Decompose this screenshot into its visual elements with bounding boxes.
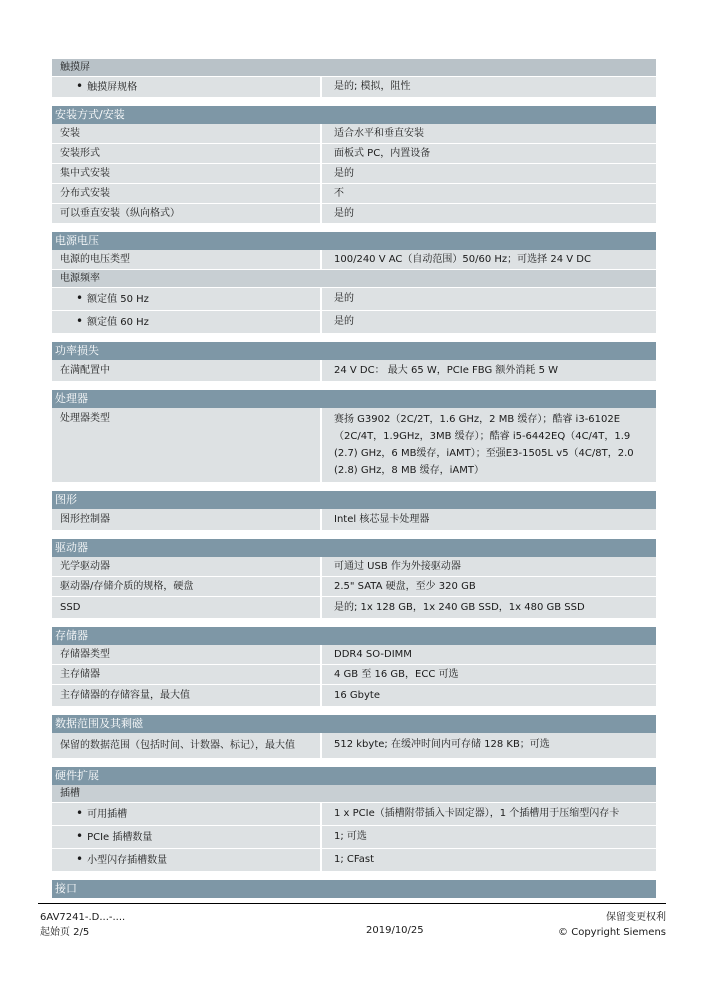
spec-row: [52, 184, 656, 204]
spec-value: 1; CFast: [320, 849, 656, 871]
spec-label: • 可用插槽: [52, 803, 320, 825]
section-header-power-loss: 功率损失: [52, 342, 656, 360]
spec-label: • 额定值 60 Hz: [52, 311, 320, 333]
spec-label: 处理器类型: [60, 413, 110, 424]
section-header-processor: 处理器: [52, 390, 656, 408]
spec-label: 图形控制器: [60, 514, 110, 525]
section-header-memory: 存储器: [52, 627, 656, 645]
footer-date: 2019/10/25: [366, 925, 424, 936]
page-footer: [38, 903, 666, 938]
spec-row: [52, 311, 656, 334]
spec-sheet: [52, 59, 656, 898]
spec-row: [52, 408, 656, 483]
spec-value: 1; 可选: [320, 826, 656, 848]
spec-row: [52, 826, 656, 849]
spec-value: 适合水平和垂直安装: [320, 124, 656, 143]
spec-value: 是的: [320, 164, 656, 183]
spec-label: 安装: [60, 128, 80, 139]
footer-right: [558, 910, 666, 940]
spec-value: 是的: [320, 288, 656, 310]
spec-label: 光学驱动器: [60, 561, 110, 572]
spec-label: • PCIe 插槽数量: [52, 826, 320, 848]
section-header-graphics: 图形: [52, 491, 656, 509]
spec-row: [52, 250, 656, 270]
rights-notice: 保留变更权利: [606, 912, 666, 923]
spec-value: 24 V DC： 最大 65 W，PCIe FBG 额外消耗 5 W: [320, 360, 656, 381]
spec-row: [52, 733, 656, 759]
footer-left: [40, 910, 125, 940]
spec-row: [52, 77, 656, 98]
copyright-notice: © Copyright Siemens: [558, 927, 666, 938]
spec-value: 是的; 1x 128 GB，1x 240 GB SSD，1x 480 GB SSD: [320, 597, 656, 618]
spec-label: • 小型闪存插槽数量: [52, 849, 320, 871]
spec-label: 安装形式: [60, 148, 100, 159]
spec-value: DDR4 SO-DIMM: [320, 645, 656, 664]
spec-label: 分布式安装: [60, 188, 110, 199]
spec-row: [52, 685, 656, 707]
spec-row: [52, 204, 656, 224]
spec-label: 集中式安装: [60, 168, 110, 179]
spec-row: [52, 577, 656, 597]
spec-label: 保留的数据范围（包括时间、计数器、标记），最大值: [60, 740, 295, 751]
spec-label: 在满配置中: [60, 365, 110, 376]
product-code: 6AV7241-.D...-....: [40, 912, 126, 923]
spec-value: 赛扬 G3902（2C/2T，1.6 GHz，2 MB 缓存）；酷睿 i3-6102E（2C/4T，1.9GHz，3MB 缓存）；酷睿 i5-6442EQ（4C/4T，1.9 (2.7) GHz，6 MB缓存，iAMT）；至强E3-1505L v5（4C/8T，2.0 (2.8) GHz，8 MB 缓存，iAMT）: [320, 408, 656, 482]
spec-value: 4 GB 至 16 GB，ECC 可选: [320, 665, 656, 684]
spec-label: 存储器类型: [60, 649, 110, 660]
spec-row: [52, 803, 656, 826]
spec-row: [52, 557, 656, 577]
spec-value: 不: [320, 184, 656, 203]
spec-value: 是的: [320, 311, 656, 333]
slots-subheader: 插槽: [52, 785, 656, 803]
spec-value: 面板式 PC，内置设备: [320, 144, 656, 163]
spec-row: [52, 665, 656, 685]
spec-value: 是的; 模拟，阻性: [320, 77, 656, 97]
page-number: 起始页 2/5: [40, 927, 90, 938]
section-header-interfaces: 接口: [52, 880, 656, 898]
spec-label: SSD: [60, 602, 81, 613]
spec-value: 2.5" SATA 硬盘，至少 320 GB: [320, 577, 656, 596]
spec-row: [52, 164, 656, 184]
spec-row: [52, 509, 656, 531]
spec-row: [52, 288, 656, 311]
touch-subheader: 触摸屏: [52, 59, 656, 77]
spec-row: [52, 849, 656, 872]
spec-label: 电源的电压类型: [60, 254, 130, 265]
section-header-power: 电源电压: [52, 232, 656, 250]
spec-row: [52, 597, 656, 619]
spec-value: 100/240 V AC（自动范围）50/60 Hz；可选择 24 V DC: [320, 250, 656, 269]
spec-row: [52, 144, 656, 164]
spec-value: 是的: [320, 204, 656, 223]
power-frequency-subheader: 电源频率: [52, 270, 656, 288]
spec-value: 16 Gbyte: [320, 685, 656, 706]
section-header-mounting: 安装方式/安装: [52, 106, 656, 124]
spec-label: 主存储器的存储容量，最大值: [60, 690, 190, 701]
spec-value: Intel 核芯显卡处理器: [320, 509, 656, 530]
section-header-retentive: 数据范围及其剩磁: [52, 715, 656, 733]
spec-label: 可以垂直安装（纵向格式）: [60, 208, 180, 219]
section-header-drives: 驱动器: [52, 539, 656, 557]
spec-value: 512 kbyte; 在缓冲时间内可存储 128 KB；可选: [320, 733, 656, 758]
spec-label: • 额定值 50 Hz: [52, 288, 320, 310]
spec-value: 可通过 USB 作为外接驱动器: [320, 557, 656, 576]
spec-label: • 触摸屏规格: [52, 77, 320, 97]
spec-value: 1 x PCIe（插槽附带插入卡固定器），1 个插槽用于压缩型闪存卡: [320, 803, 656, 825]
section-header-expansion: 硬件扩展: [52, 767, 656, 785]
spec-label: 驱动器/存储介质的规格，硬盘: [60, 581, 194, 592]
spec-label: 主存储器: [60, 669, 100, 680]
spec-row: [52, 645, 656, 665]
spec-row: [52, 360, 656, 382]
spec-row: [52, 124, 656, 144]
